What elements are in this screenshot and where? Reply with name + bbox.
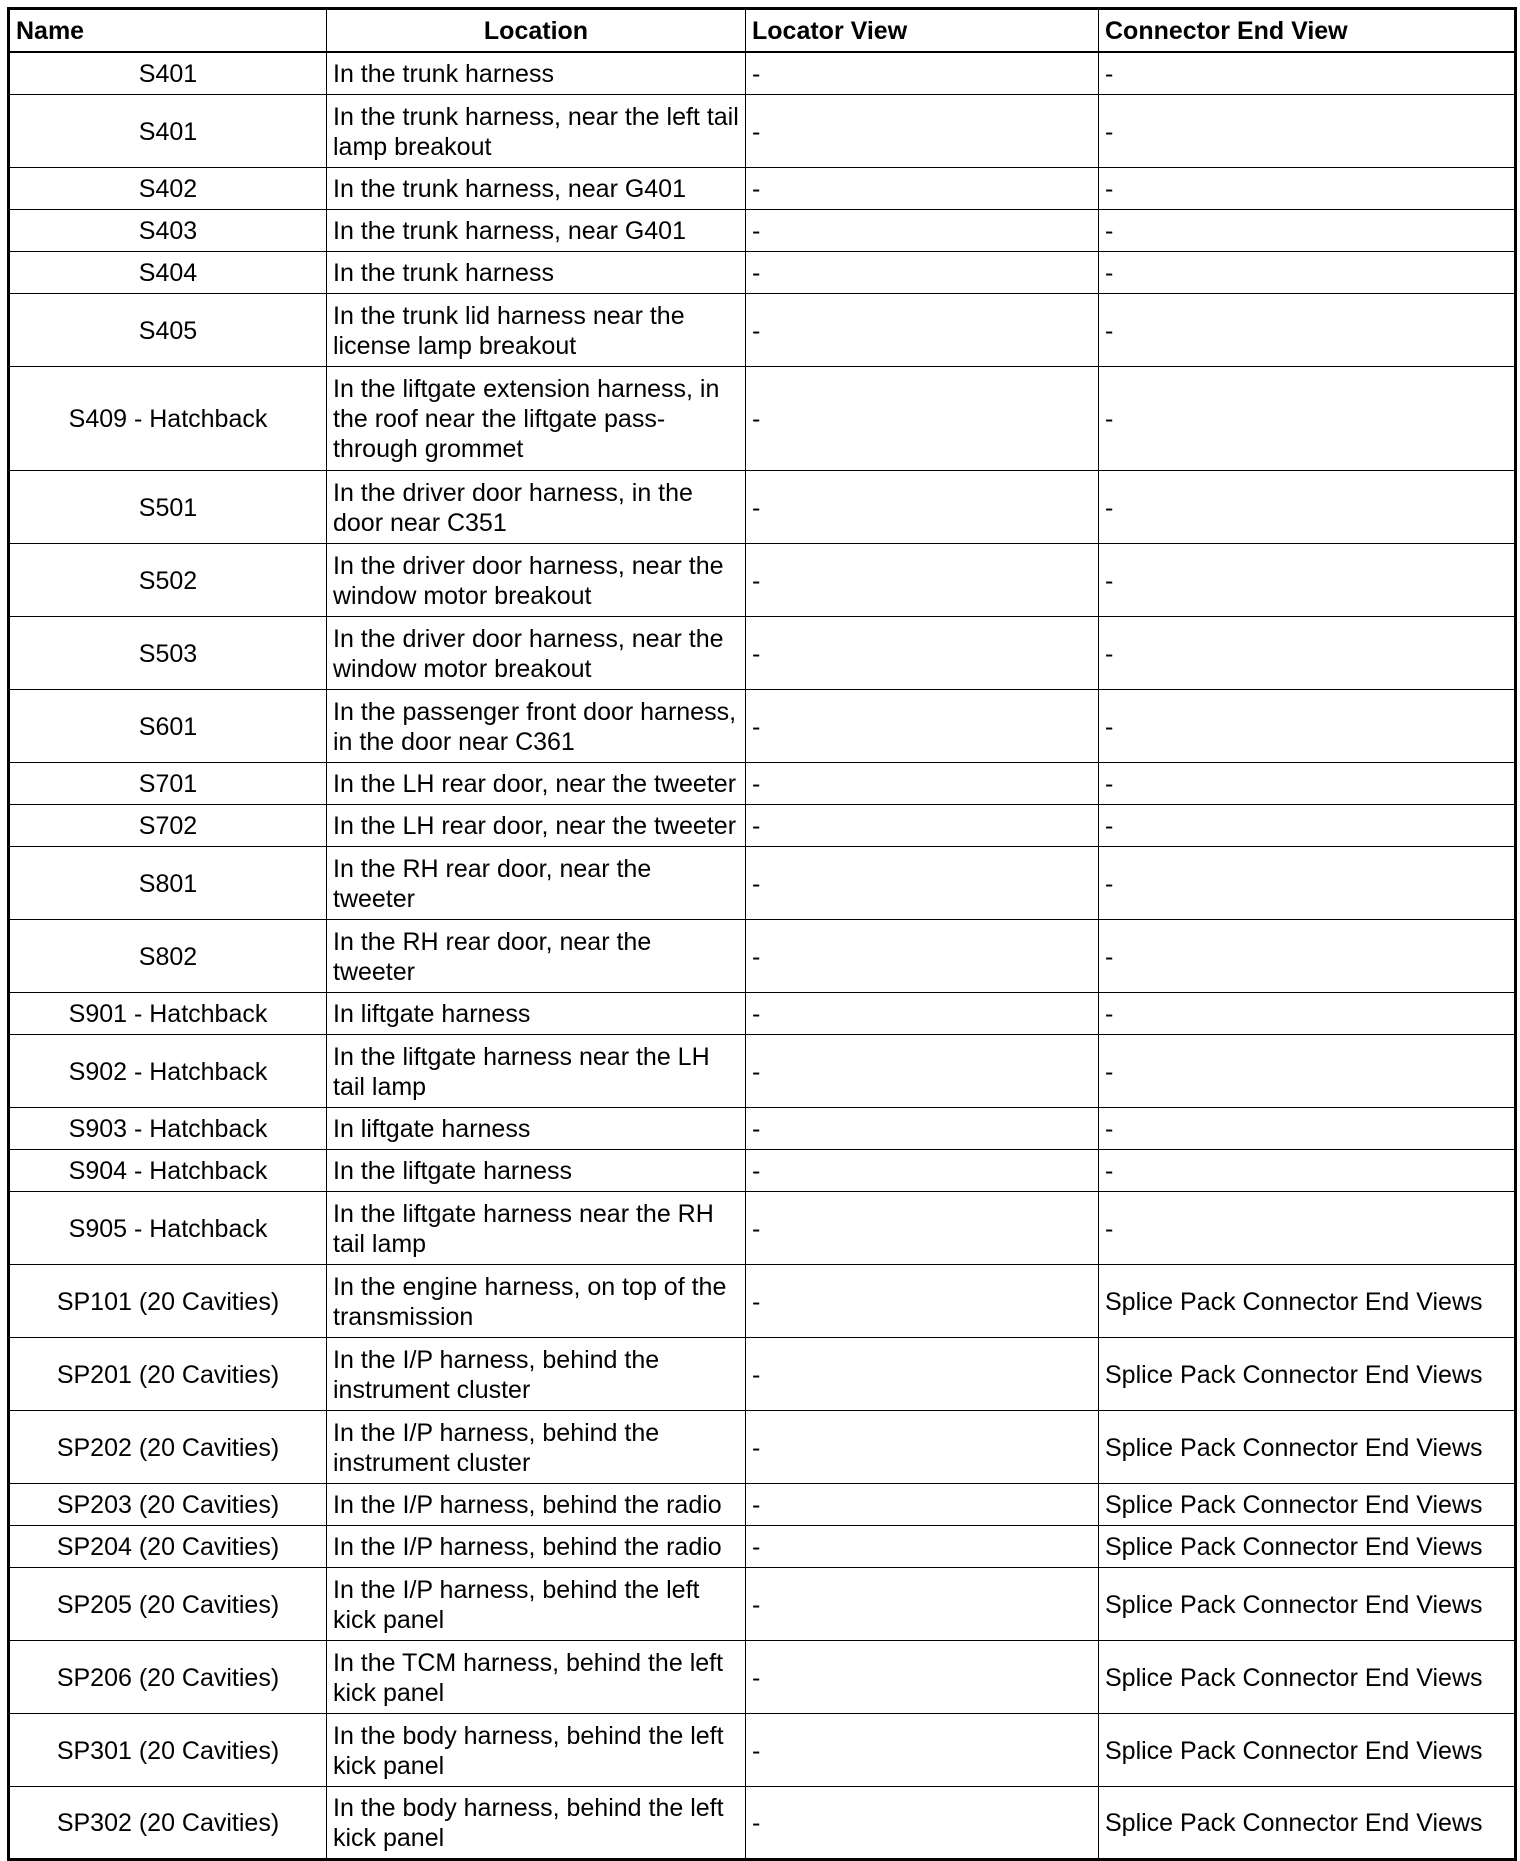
cell-locator-view: - (746, 805, 1099, 847)
table-row (9, 168, 1516, 210)
cell-connector-end-view: - (1099, 847, 1516, 920)
cell-location: In the I/P harness, behind the instrument cluster (327, 1338, 746, 1411)
table-row (9, 805, 1516, 847)
table-row (9, 1641, 1516, 1714)
cell-location: In the I/P harness, behind the radio (327, 1484, 746, 1526)
table-row (9, 544, 1516, 617)
cell-connector-end-view: Splice Pack Connector End Views (1099, 1641, 1516, 1714)
cell-connector-end-view: Splice Pack Connector End Views (1099, 1411, 1516, 1484)
cell-locator-view: - (746, 95, 1099, 168)
cell-locator-view: - (746, 52, 1099, 95)
cell-name: S405 (9, 294, 327, 367)
cell-name: S904 - Hatchback (9, 1150, 327, 1192)
cell-location: In the trunk harness, near the left tail lamp breakout (327, 95, 746, 168)
table-header-row (9, 9, 1516, 53)
cell-location: In the body harness, behind the left kick panel (327, 1787, 746, 1860)
cell-connector-end-view: - (1099, 367, 1516, 471)
cell-locator-view: - (746, 920, 1099, 993)
cell-connector-end-view: - (1099, 1150, 1516, 1192)
cell-locator-view: - (746, 1035, 1099, 1108)
table-row (9, 1714, 1516, 1787)
cell-connector-end-view: - (1099, 210, 1516, 252)
header-locator-view: Locator View (746, 9, 1099, 53)
cell-name: S801 (9, 847, 327, 920)
table-row (9, 210, 1516, 252)
cell-locator-view: - (746, 690, 1099, 763)
cell-locator-view: - (746, 763, 1099, 805)
cell-location: In the trunk harness, near G401 (327, 168, 746, 210)
header-location: Location (327, 9, 746, 53)
cell-name: SP206 (20 Cavities) (9, 1641, 327, 1714)
cell-name: S401 (9, 52, 327, 95)
cell-connector-end-view: Splice Pack Connector End Views (1099, 1787, 1516, 1860)
cell-locator-view: - (746, 1192, 1099, 1265)
cell-location: In the trunk lid harness near the license lamp breakout (327, 294, 746, 367)
cell-connector-end-view: - (1099, 617, 1516, 690)
cell-name: S402 (9, 168, 327, 210)
cell-location: In the trunk harness, near G401 (327, 210, 746, 252)
cell-name: SP302 (20 Cavities) (9, 1787, 327, 1860)
cell-connector-end-view: Splice Pack Connector End Views (1099, 1265, 1516, 1338)
cell-location: In the LH rear door, near the tweeter (327, 763, 746, 805)
cell-connector-end-view: - (1099, 1108, 1516, 1150)
cell-connector-end-view: Splice Pack Connector End Views (1099, 1526, 1516, 1568)
table-row (9, 847, 1516, 920)
table-row (9, 920, 1516, 993)
cell-location: In the I/P harness, behind the left kick panel (327, 1568, 746, 1641)
cell-name: S905 - Hatchback (9, 1192, 327, 1265)
table-row (9, 1338, 1516, 1411)
cell-locator-view: - (746, 1714, 1099, 1787)
cell-name: SP201 (20 Cavities) (9, 1338, 327, 1411)
cell-location: In the trunk harness (327, 252, 746, 294)
cell-locator-view: - (746, 1108, 1099, 1150)
cell-locator-view: - (746, 1338, 1099, 1411)
cell-locator-view: - (746, 617, 1099, 690)
table-row (9, 1265, 1516, 1338)
cell-location: In the liftgate harness (327, 1150, 746, 1192)
cell-connector-end-view: - (1099, 763, 1516, 805)
cell-name: S401 (9, 95, 327, 168)
table-row (9, 617, 1516, 690)
cell-name: S903 - Hatchback (9, 1108, 327, 1150)
cell-connector-end-view: - (1099, 1035, 1516, 1108)
cell-location: In the liftgate extension harness, in the roof near the liftgate pass-through grommet (327, 367, 746, 471)
cell-location: In the driver door harness, near the window motor breakout (327, 617, 746, 690)
cell-locator-view: - (746, 1484, 1099, 1526)
table-row (9, 95, 1516, 168)
header-connector-end-view: Connector End View (1099, 9, 1516, 53)
cell-connector-end-view: - (1099, 52, 1516, 95)
cell-locator-view: - (746, 1641, 1099, 1714)
table-row (9, 52, 1516, 95)
cell-name: S403 (9, 210, 327, 252)
cell-name: S502 (9, 544, 327, 617)
cell-name: SP204 (20 Cavities) (9, 1526, 327, 1568)
cell-name: S404 (9, 252, 327, 294)
cell-locator-view: - (746, 471, 1099, 544)
table-row (9, 1150, 1516, 1192)
cell-name: S802 (9, 920, 327, 993)
cell-location: In the TCM harness, behind the left kick panel (327, 1641, 746, 1714)
cell-connector-end-view: - (1099, 993, 1516, 1035)
cell-locator-view: - (746, 1150, 1099, 1192)
cell-location: In the body harness, behind the left kick panel (327, 1714, 746, 1787)
splice-location-document (7, 7, 1514, 1861)
cell-location: In the passenger front door harness, in the door near C361 (327, 690, 746, 763)
table-row (9, 471, 1516, 544)
cell-name: S701 (9, 763, 327, 805)
cell-name: S501 (9, 471, 327, 544)
cell-connector-end-view: Splice Pack Connector End Views (1099, 1484, 1516, 1526)
cell-locator-view: - (746, 993, 1099, 1035)
cell-name: S901 - Hatchback (9, 993, 327, 1035)
cell-connector-end-view: - (1099, 168, 1516, 210)
table-row (9, 294, 1516, 367)
cell-connector-end-view: - (1099, 544, 1516, 617)
cell-locator-view: - (746, 1526, 1099, 1568)
cell-connector-end-view: - (1099, 95, 1516, 168)
table-row (9, 367, 1516, 471)
cell-locator-view: - (746, 1265, 1099, 1338)
table-row (9, 1526, 1516, 1568)
table-row (9, 1035, 1516, 1108)
cell-name: SP203 (20 Cavities) (9, 1484, 327, 1526)
cell-locator-view: - (746, 168, 1099, 210)
cell-name: SP202 (20 Cavities) (9, 1411, 327, 1484)
cell-locator-view: - (746, 1411, 1099, 1484)
table-row (9, 1787, 1516, 1860)
cell-name: S902 - Hatchback (9, 1035, 327, 1108)
cell-name: S601 (9, 690, 327, 763)
cell-name: SP301 (20 Cavities) (9, 1714, 327, 1787)
table-row (9, 993, 1516, 1035)
cell-name: S702 (9, 805, 327, 847)
table-row (9, 690, 1516, 763)
splice-location-table (7, 7, 1517, 1861)
table-row (9, 1484, 1516, 1526)
cell-locator-view: - (746, 294, 1099, 367)
cell-connector-end-view: - (1099, 805, 1516, 847)
cell-locator-view: - (746, 367, 1099, 471)
cell-connector-end-view: Splice Pack Connector End Views (1099, 1568, 1516, 1641)
cell-locator-view: - (746, 210, 1099, 252)
cell-connector-end-view: Splice Pack Connector End Views (1099, 1714, 1516, 1787)
cell-connector-end-view: - (1099, 471, 1516, 544)
table-row (9, 1192, 1516, 1265)
cell-location: In liftgate harness (327, 993, 746, 1035)
cell-location: In the driver door harness, in the door near C351 (327, 471, 746, 544)
cell-connector-end-view: - (1099, 252, 1516, 294)
cell-location: In the liftgate harness near the LH tail lamp (327, 1035, 746, 1108)
cell-connector-end-view: Splice Pack Connector End Views (1099, 1338, 1516, 1411)
cell-location: In liftgate harness (327, 1108, 746, 1150)
cell-location: In the trunk harness (327, 52, 746, 95)
cell-locator-view: - (746, 544, 1099, 617)
cell-locator-view: - (746, 1568, 1099, 1641)
cell-location: In the engine harness, on top of the transmission (327, 1265, 746, 1338)
cell-location: In the liftgate harness near the RH tail lamp (327, 1192, 746, 1265)
cell-connector-end-view: - (1099, 690, 1516, 763)
cell-location: In the I/P harness, behind the instrument cluster (327, 1411, 746, 1484)
cell-connector-end-view: - (1099, 920, 1516, 993)
cell-name: S503 (9, 617, 327, 690)
cell-locator-view: - (746, 847, 1099, 920)
cell-location: In the I/P harness, behind the radio (327, 1526, 746, 1568)
table-row (9, 1568, 1516, 1641)
table-row (9, 763, 1516, 805)
cell-connector-end-view: - (1099, 1192, 1516, 1265)
cell-locator-view: - (746, 252, 1099, 294)
cell-location: In the driver door harness, near the window motor breakout (327, 544, 746, 617)
table-row (9, 1411, 1516, 1484)
table-row (9, 1108, 1516, 1150)
table-row (9, 252, 1516, 294)
cell-location: In the LH rear door, near the tweeter (327, 805, 746, 847)
cell-name: SP101 (20 Cavities) (9, 1265, 327, 1338)
cell-connector-end-view: - (1099, 294, 1516, 367)
cell-name: S409 - Hatchback (9, 367, 327, 471)
cell-location: In the RH rear door, near the tweeter (327, 847, 746, 920)
header-name: Name (9, 9, 327, 53)
cell-location: In the RH rear door, near the tweeter (327, 920, 746, 993)
cell-name: SP205 (20 Cavities) (9, 1568, 327, 1641)
cell-locator-view: - (746, 1787, 1099, 1860)
